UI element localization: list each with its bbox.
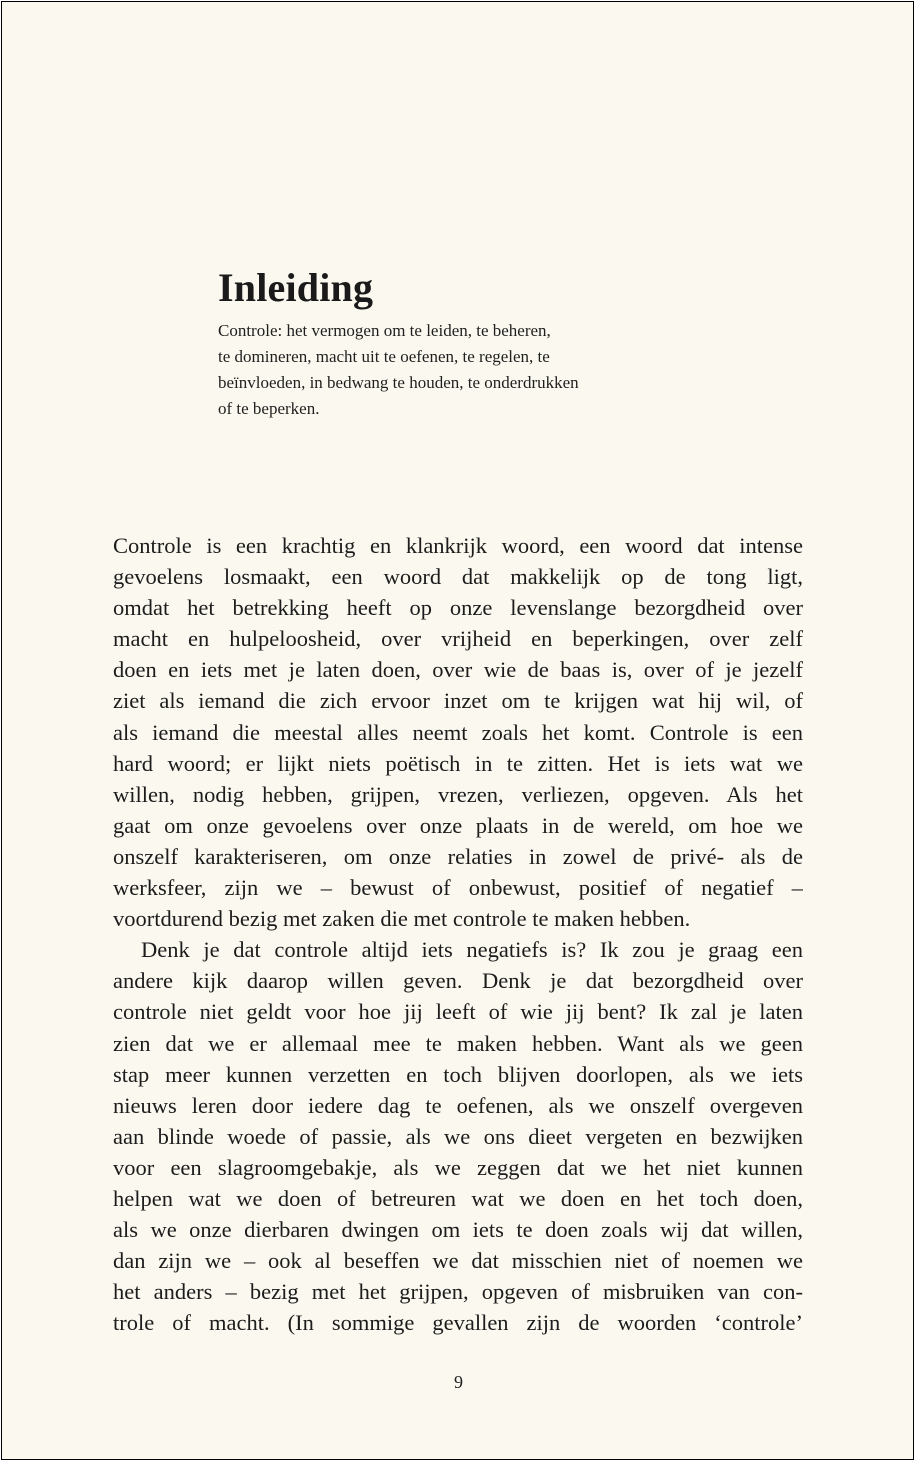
body-line: ziet als iemand die zich ervoor inzet om te krijgen wat hij wil, of	[113, 688, 803, 714]
book-page	[1, 1, 914, 1460]
body-text	[113, 530, 803, 1338]
body-line: trole of macht. (In sommige gevallen zijn de woorden ‘controle’	[113, 1310, 803, 1336]
body-line: omdat het betrekking heeft op onze levenslange bezorgdheid over	[113, 595, 803, 621]
body-line: helpen wat we doen of betreuren wat we doen en het toch doen,	[113, 1185, 803, 1211]
body-line: onszelf karakteriseren, om onze relaties in zowel de privé- als de	[113, 843, 803, 869]
epigraph-line: beïnvloeden, in bedwang te houden, te onderdrukken	[218, 373, 579, 392]
body-line: het anders – bezig met het grijpen, opgeven of misbruiken van con-	[113, 1279, 803, 1305]
epigraph	[218, 318, 658, 422]
epigraph-line: te domineren, macht uit te oefenen, te regelen, te	[218, 347, 550, 366]
body-line: gaat om onze gevoelens over onze plaats in de wereld, om hoe we	[113, 812, 803, 838]
body-line: doen en iets met je laten doen, over wie de baas is, over of je jezelf	[113, 657, 803, 683]
body-line: willen, nodig hebben, grijpen, vrezen, verliezen, opgeven. Als het	[113, 781, 803, 807]
body-line: als iemand die meestal alles neemt zoals het komt. Controle is een	[113, 719, 803, 745]
chapter-title: Inleiding	[218, 265, 374, 310]
epigraph-line: of te beperken.	[218, 399, 320, 418]
body-line: als we onze dierbaren dwingen om iets te doen zoals wij dat willen,	[113, 1217, 803, 1243]
body-line: gevoelens losmaakt, een woord dat makkelijk op de tong ligt,	[113, 564, 803, 590]
body-line: nieuws leren door iedere dag te oefenen, als we onszelf overgeven	[113, 1092, 803, 1118]
body-line: dan zijn we – ook al beseffen we dat misschien niet of noemen we	[113, 1248, 803, 1274]
body-line: werksfeer, zijn we – bewust of onbewust, positief of negatief –	[113, 875, 803, 901]
body-line: Controle is een krachtig en klankrijk woord, een woord dat intense	[113, 533, 803, 558]
body-line: andere kijk daarop willen geven. Denk je dat bezorgdheid over	[113, 968, 803, 994]
body-line: Denk je dat controle altijd iets negatiefs is? Ik zou je graag een	[141, 937, 803, 963]
body-line: zien dat we er allemaal mee te maken hebben. Want als we geen	[113, 1030, 803, 1056]
body-line: stap meer kunnen verzetten en toch blijven doorlopen, als we iets	[113, 1061, 803, 1087]
body-line: voortdurend bezig met zaken die met controle te maken hebben.	[113, 906, 691, 932]
page-number: 9	[454, 1372, 463, 1392]
body-line: macht en hulpeloosheid, over vrijheid en beperkingen, over zelf	[113, 626, 803, 652]
epigraph-line: Controle: het vermogen om te leiden, te beheren,	[218, 321, 551, 340]
body-line: voor een slagroomgebakje, als we zeggen dat we het niet kunnen	[113, 1154, 803, 1180]
body-line: aan blinde woede of passie, als we ons dieet vergeten en bezwijken	[113, 1123, 803, 1149]
body-line: controle niet geldt voor hoe jij leeft of wie jij bent? Ik zal je laten	[113, 999, 803, 1025]
body-line: hard woord; er lijkt niets poëtisch in te zitten. Het is iets wat we	[113, 750, 803, 776]
